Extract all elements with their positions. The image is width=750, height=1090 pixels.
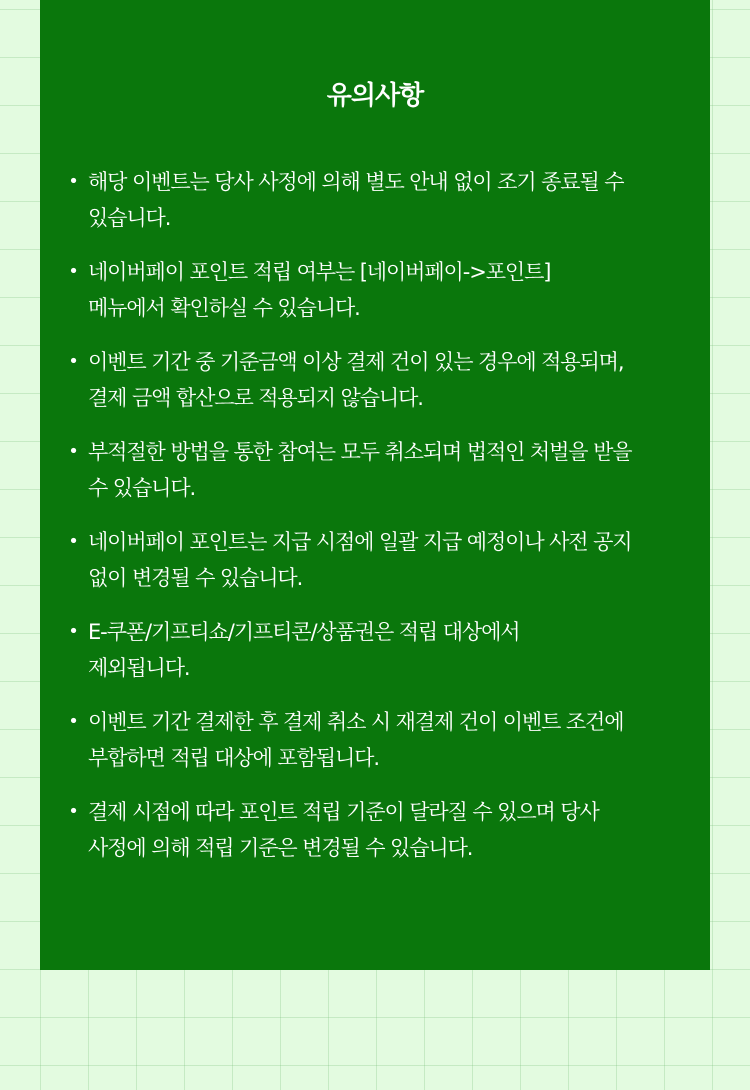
notice-line: E-쿠폰/기프티쇼/기프티콘/상품권은 적립 대상에서 (88, 620, 520, 644)
notice-line: 있습니다. (88, 206, 171, 230)
notice-line: 부적절한 방법을 통한 참여는 모두 취소되며 법적인 처벌을 받을 (88, 440, 632, 464)
notice-item (66, 704, 686, 776)
notice-line: 이벤트 기간 중 기준금액 이상 결제 건이 있는 경우에 적용되며, (88, 350, 624, 374)
bullet-dot-icon: • (68, 171, 78, 192)
bullet-dot-icon: • (68, 621, 78, 642)
notice-item (66, 254, 686, 326)
notice-line: 수 있습니다. (88, 476, 196, 500)
bullet-dot-icon: • (68, 261, 78, 282)
bullet-dot-icon: • (68, 711, 78, 732)
notice-item (66, 614, 686, 686)
notice-line: 결제 금액 합산으로 적용되지 않습니다. (88, 386, 423, 410)
notice-line: 없이 변경될 수 있습니다. (88, 566, 303, 590)
bullet-dot-icon: • (68, 441, 78, 462)
notice-line: 해당 이벤트는 당사 사정에 의해 별도 안내 없이 조기 종료될 수 (88, 170, 624, 194)
notice-item (66, 344, 686, 416)
notice-item (66, 434, 686, 506)
bullet-dot-icon: • (68, 351, 78, 372)
notice-line: 결제 시점에 따라 포인트 적립 기준이 달라질 수 있으며 당사 (88, 800, 599, 824)
notice-item (66, 794, 686, 866)
notice-line: 메뉴에서 확인하실 수 있습니다. (88, 296, 360, 320)
notice-line: 사정에 의해 적립 기준은 변경될 수 있습니다. (88, 836, 473, 860)
notice-line: 네이버페이 포인트는 지급 시점에 일괄 지급 예정이나 사전 공지 (88, 530, 632, 554)
notice-line: 이벤트 기간 결제한 후 결제 취소 시 재결제 건이 이벤트 조건에 (88, 710, 624, 734)
notice-item (66, 524, 686, 596)
notice-panel (40, 0, 710, 970)
notice-line: 부합하면 적립 대상에 포함됩니다. (88, 746, 379, 770)
notice-list (66, 164, 686, 884)
notice-line: 네이버페이 포인트 적립 여부는 [네이버페이->포인트] (88, 260, 551, 284)
notice-title: 유의사항 (326, 81, 424, 111)
bullet-dot-icon: • (68, 801, 78, 822)
bullet-dot-icon: • (68, 531, 78, 552)
notice-line: 제외됩니다. (88, 656, 190, 680)
notice-item (66, 164, 686, 236)
